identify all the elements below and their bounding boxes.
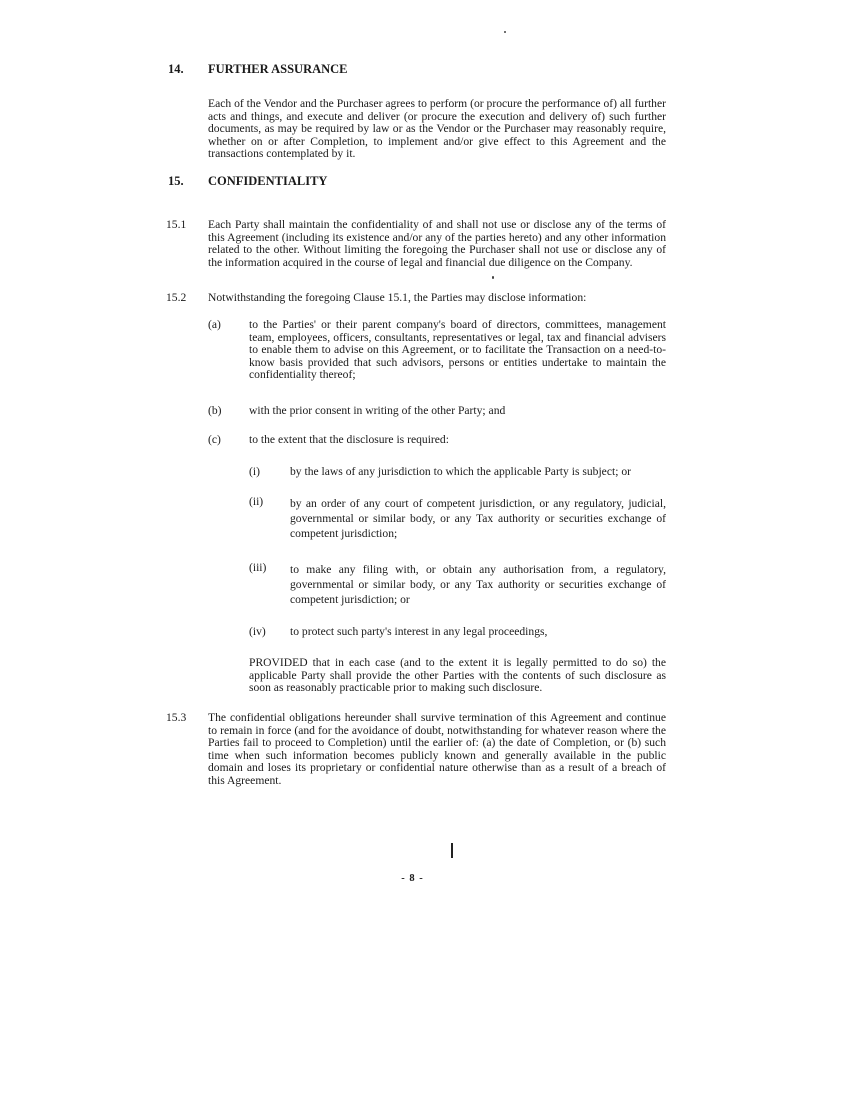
sub-item-i-text: by the laws of any jurisdiction to which the applicable Party is subject; or xyxy=(290,465,631,478)
clause-15-2-text: Notwithstanding the foregoing Clause 15.1, the Parties may disclose information: xyxy=(208,291,587,304)
item-a-label: (a) xyxy=(208,318,221,331)
item-b-label: (b) xyxy=(208,404,222,417)
clause-15-2-number: 15.2 xyxy=(166,291,187,304)
sub-item-ii-text: by an order of any court of competent jurisdiction, or any regulatory, judicial, governmental or similar body, or any Tax authority or securities exchange of competent jurisdiction; xyxy=(290,497,666,540)
clause-15-1-number: 15.1 xyxy=(166,218,187,231)
sub-item-iv-text: to protect such party's interest in any legal proceedings, xyxy=(290,625,548,638)
item-c-text: to the extent that the disclosure is required: xyxy=(249,433,449,446)
item-b-text: with the prior consent in writing of the other Party; and xyxy=(249,404,506,417)
clause-15-1-text: Each Party shall maintain the confidentiality of and shall not use or disclose any of the terms of this Agreement (including its existence and/or any of the parties hereto) and any other information related to the other. Without limiting the foregoing the Purchaser shall not use or disclose any of the information acquired in the course of legal and financial due diligence on the Company. xyxy=(208,218,666,269)
section-15-heading: CONFIDENTIALITY xyxy=(208,174,328,188)
sub-item-iii-text: to make any filing with, or obtain any authorisation from, a regulatory, governmental or similar body, or any Tax authority or securities exchange of competent jurisdiction; or xyxy=(290,563,666,606)
scan-speck xyxy=(492,276,494,279)
sub-item-ii-label: (ii) xyxy=(249,495,264,508)
sub-item-iii-label: (iii) xyxy=(249,561,267,574)
section-14-number: 14. xyxy=(168,62,184,76)
clause-15-3-number: 15.3 xyxy=(166,711,187,724)
sub-item-i-label: (i) xyxy=(249,465,260,478)
section-14-heading: FURTHER ASSURANCE xyxy=(208,62,348,76)
page-number: - 8 - xyxy=(401,873,424,884)
clause-15-3-text: The confidential obligations hereunder shall survive termination of this Agreement and continue to remain in force (and for the avoidance of doubt, notwithstanding for whatever reason where the Parties fail to proceed to Completion) until the earlier of: (a) the date of Completion, or (b) such time when such information becomes publicly known and generally available in the public domain and loses its proprietary or confidential nature otherwise than as a result of a breach of this Agreement. xyxy=(208,711,666,787)
margin-mark xyxy=(451,843,453,858)
sub-item-iv-label: (iv) xyxy=(249,625,266,638)
item-a-text: to the Parties' or their parent company's board of directors, committees, management team, employees, officers, consultants, representatives or legal, tax and financial advisers to enable them to advise on this Agreement, or to facilitate the Transaction on a need-to-know basis provided that such advisors, persons or entities undertake to maintain the confidentiality thereof; xyxy=(249,318,666,382)
section-15-number: 15. xyxy=(168,174,184,188)
item-c-label: (c) xyxy=(208,433,221,446)
scan-speck xyxy=(504,31,506,33)
section-14-body: Each of the Vendor and the Purchaser agrees to perform (or procure the performance of) all further acts and things, and execute and deliver (or procure the execution and delivery of) such further documents, as may be required by law or as the Vendor or the Purchaser may reasonably require, whether on or after Completion, to implement and/or give effect to this Agreement and the transactions contemplated by it. xyxy=(208,97,666,161)
proviso-text: PROVIDED that in each case (and to the extent it is legally permitted to do so) the applicable Party shall provide the other Parties with the contents of such disclosure as soon as reasonably practicable prior to making such disclosure. xyxy=(249,656,666,695)
